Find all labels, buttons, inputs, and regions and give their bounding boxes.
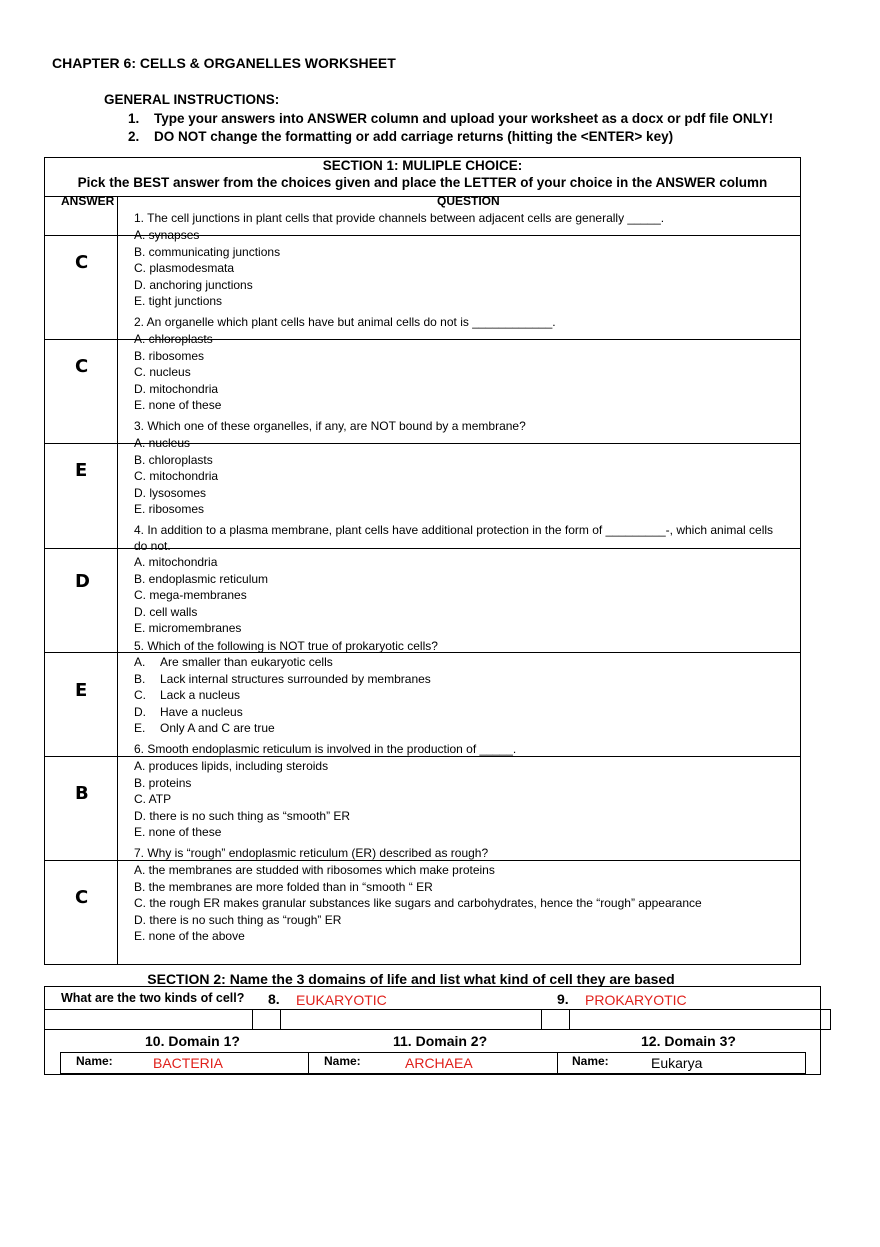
- option: D. anchoring junctions: [134, 277, 253, 292]
- column-divider: [117, 196, 118, 965]
- instruction-text: DO NOT change the formatting or add carriage returns (hitting the <ENTER> key): [154, 129, 674, 144]
- blank-cell: [44, 1009, 253, 1030]
- option: C. the rough ER makes granular substances like sugars and carbohydrates, hence the “rough” appearance: [134, 896, 702, 911]
- section1-subtitle: Pick the BEST answer from the choices given and place the LETTER of your choice in the ANSWER column: [77, 175, 768, 190]
- blank-cell: [280, 1009, 542, 1030]
- instruction-item: [128, 128, 773, 146]
- blank-cell: [541, 1009, 570, 1030]
- question-block: [134, 845, 794, 945]
- question-block: [134, 522, 794, 637]
- table-divider: [45, 196, 800, 197]
- option: E. none of the above: [134, 929, 245, 944]
- question-block: [134, 741, 794, 841]
- option: A. chloroplasts: [134, 332, 213, 346]
- general-instructions-heading: GENERAL INSTRUCTIONS:: [104, 92, 280, 107]
- blank-cell: [569, 1009, 831, 1030]
- question-column-header: QUESTION: [437, 194, 500, 208]
- option: B. proteins: [134, 775, 192, 790]
- option: D. there is no such thing as “rough” ER: [134, 912, 342, 927]
- option-letter: E.: [134, 721, 146, 736]
- q8-answer-field[interactable]: EUKARYOTIC: [296, 992, 387, 1008]
- answer-column-header: ANSWER: [61, 194, 115, 208]
- instructions-list: [128, 110, 773, 146]
- q8-number: 8.: [268, 991, 280, 1007]
- q9-number: 9.: [557, 991, 569, 1007]
- section2-title: SECTION 2: Name the 3 domains of life and list what kind of cell they are based: [147, 971, 675, 987]
- blank-cell: [252, 1009, 281, 1030]
- option: E. micromembranes: [134, 621, 242, 636]
- name-label: Name:: [572, 1054, 609, 1068]
- option-text: Are smaller than eukaryotic cells: [160, 655, 333, 669]
- instruction-item: [128, 110, 773, 128]
- question-block: [134, 314, 794, 414]
- option: A. nucleus: [134, 436, 191, 450]
- domain2-header: 11. Domain 2?: [393, 1033, 488, 1049]
- option: [134, 720, 794, 737]
- domain3-header: 12. Domain 3?: [641, 1033, 736, 1049]
- option: E. none of these: [134, 398, 222, 413]
- option: B. chloroplasts: [134, 452, 213, 467]
- option-text: Lack a nucleus: [160, 688, 241, 703]
- option: D. there is no such thing as “smooth” ER: [134, 808, 351, 823]
- question-stem: 6. Smooth endoplasmic reticulum is involved in the production of _____.: [134, 742, 517, 756]
- domain2-name-cell: [308, 1052, 558, 1074]
- option-letter: C.: [134, 688, 146, 703]
- option: [134, 654, 794, 671]
- option: B. endoplasmic reticulum: [134, 571, 269, 586]
- option: C. nucleus: [134, 365, 191, 380]
- option: B. the membranes are more folded than in “smooth “ ER: [134, 879, 433, 894]
- name-label: Name:: [324, 1054, 361, 1068]
- question-block: [134, 418, 794, 518]
- section1-title: SECTION 1: MULIPLE CHOICE:: [322, 158, 523, 173]
- option: A. mitochondria: [134, 555, 218, 569]
- instruction-number: 1.: [128, 111, 140, 126]
- option-text: Only A and C are true: [160, 721, 275, 736]
- answer-cell[interactable]: C: [75, 887, 89, 908]
- answer-cell[interactable]: B: [75, 783, 89, 804]
- option: E. none of these: [134, 825, 222, 840]
- section2-table: [44, 986, 821, 1075]
- option: A. the membranes are studded with ribosomes which make proteins: [134, 863, 495, 877]
- option: C. mitochondria: [134, 469, 219, 484]
- answer-cell[interactable]: C: [75, 356, 89, 377]
- question-stem: 7. Why is “rough” endoplasmic reticulum (ER) described as rough?: [134, 846, 489, 860]
- q9-answer-field[interactable]: PROKARYOTIC: [585, 992, 687, 1008]
- option-text: Lack internal structures surrounded by membranes: [160, 671, 431, 686]
- question-block: [134, 210, 794, 310]
- domain1-answer-field[interactable]: BACTERIA: [153, 1055, 224, 1071]
- answer-cell[interactable]: C: [75, 252, 89, 273]
- domain2-answer-field[interactable]: ARCHAEA: [405, 1055, 473, 1071]
- option-letter: B.: [134, 671, 146, 686]
- name-label: Name:: [76, 1054, 113, 1068]
- instruction-number: 2.: [128, 129, 140, 144]
- kinds-question: What are the two kinds of cell?: [61, 991, 245, 1005]
- section1-table: [44, 157, 801, 965]
- option: A. synapses: [134, 228, 200, 242]
- option: [134, 687, 794, 704]
- domain3-answer-field[interactable]: Eukarya: [651, 1055, 703, 1071]
- instruction-text: Type your answers into ANSWER column and upload your worksheet as a docx or pdf file ONLY!: [154, 111, 774, 126]
- domain1-header: 10. Domain 1?: [145, 1033, 240, 1049]
- option: A. produces lipids, including steroids: [134, 759, 329, 773]
- domain3-name-cell: [557, 1052, 806, 1074]
- question-block: [134, 638, 794, 737]
- question-stem: 1. The cell junctions in plant cells that provide channels between adjacent cells are generally _____.: [134, 211, 665, 225]
- domain1-name-cell: [60, 1052, 309, 1074]
- option: C. ATP: [134, 792, 172, 807]
- option-text: Have a nucleus: [160, 704, 243, 719]
- question-stem: 2. An organelle which plant cells have but animal cells do not is ____________.: [134, 315, 556, 329]
- option: D. mitochondria: [134, 381, 219, 396]
- question-stem: 4. In addition to a plasma membrane, plant cells have additional protection in the form of _________-, which animal cells do not.: [134, 523, 774, 553]
- option: E. ribosomes: [134, 502, 205, 517]
- option: [134, 671, 794, 688]
- option: C. plasmodesmata: [134, 261, 235, 276]
- option: D. cell walls: [134, 604, 198, 619]
- option: B. ribosomes: [134, 348, 205, 363]
- question-stem: 5. Which of the following is NOT true of prokaryotic cells?: [134, 639, 438, 653]
- answer-cell[interactable]: E: [75, 460, 88, 481]
- page-title: CHAPTER 6: CELLS & ORGANELLES WORKSHEET: [52, 55, 396, 71]
- option-letter: A.: [134, 655, 146, 669]
- option: [134, 704, 794, 721]
- answer-cell[interactable]: D: [75, 571, 90, 592]
- option: B. communicating junctions: [134, 244, 281, 259]
- answer-cell[interactable]: E: [75, 680, 88, 701]
- question-stem: 3. Which one of these organelles, if any, are NOT bound by a membrane?: [134, 419, 526, 433]
- option: D. lysosomes: [134, 485, 207, 500]
- option: C. mega-membranes: [134, 588, 247, 603]
- option-letter: D.: [134, 704, 146, 719]
- option: E. tight junctions: [134, 294, 223, 309]
